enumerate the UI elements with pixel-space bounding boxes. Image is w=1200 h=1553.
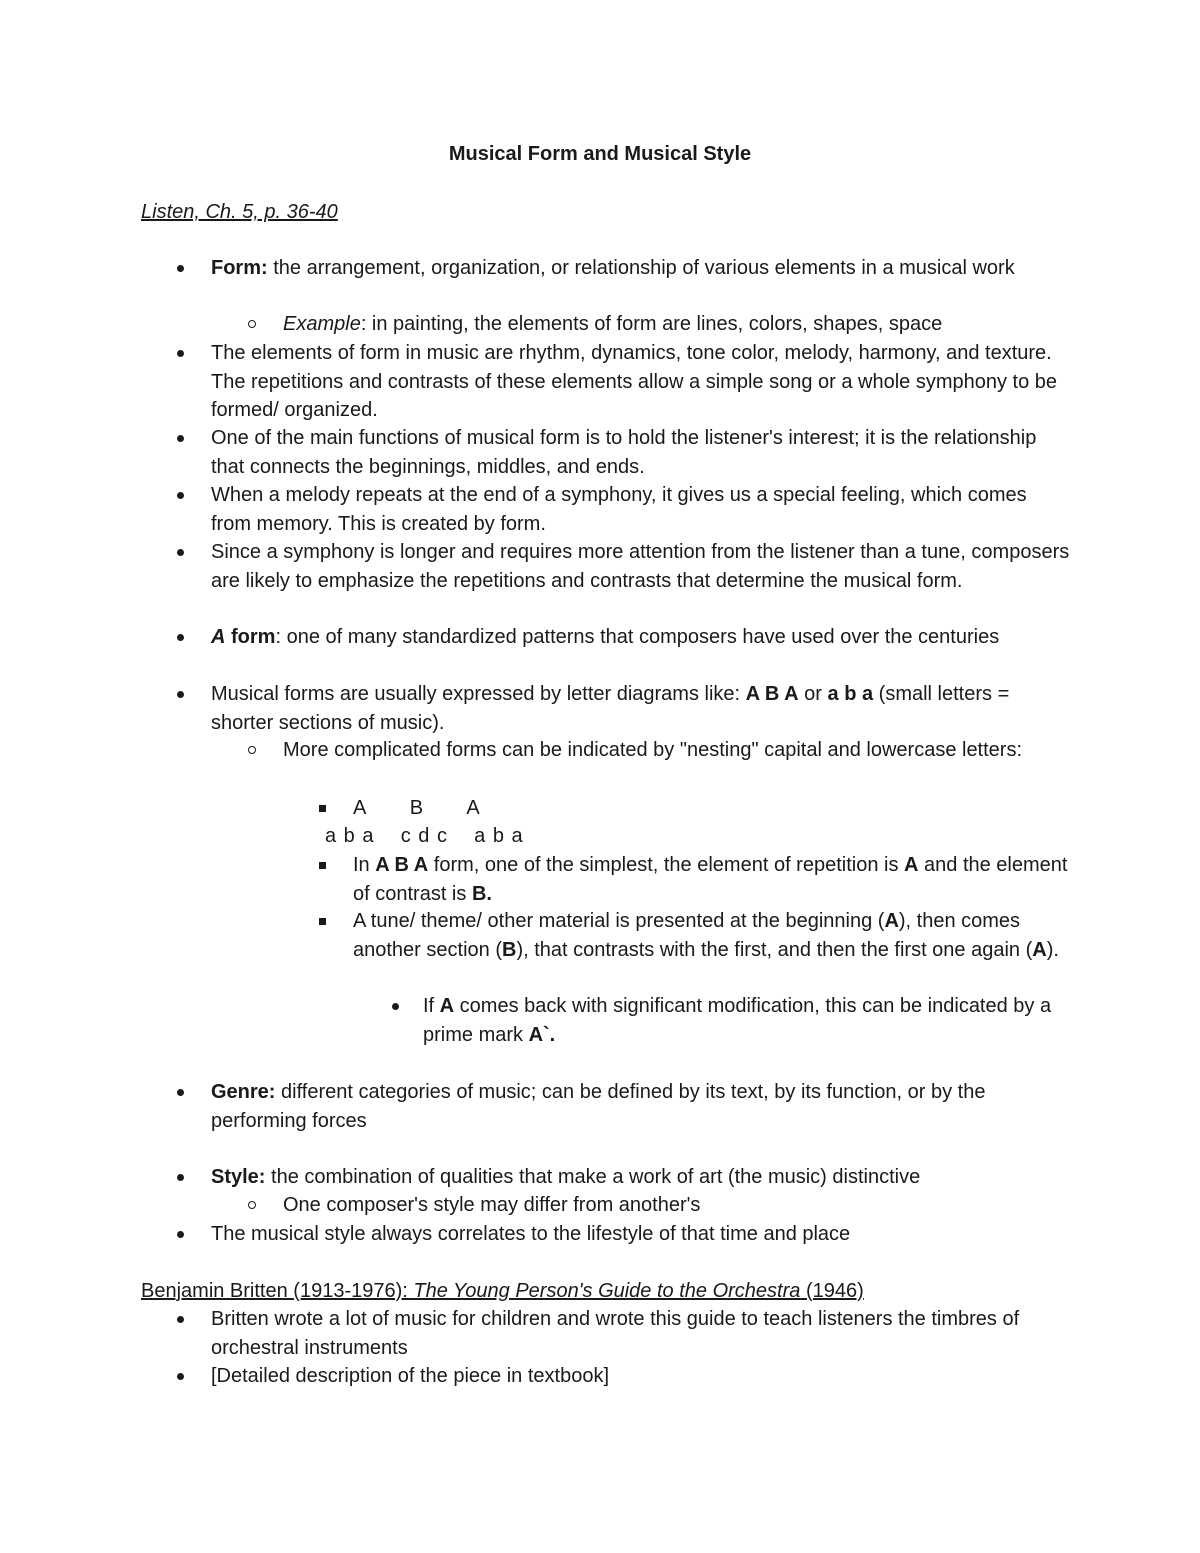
style-sub-text: One composer's style may differ from another's	[283, 1194, 701, 1216]
bullet-dot-icon	[176, 633, 186, 643]
britten-heading: Benjamin Britten (1913-1976): The Young Person's Guide to the Orchestra (1946)	[141, 1280, 864, 1302]
bullet-square-icon	[318, 861, 328, 871]
bullet-dot-icon	[176, 264, 186, 274]
lifestyle-text: The musical style always correlates to the lifestyle of that time and place	[211, 1223, 851, 1245]
prime-mark-text: If A comes back with significant modification, this can be indicated by a prime mark A`.	[423, 995, 1052, 1046]
britten-detail-text: [Detailed description of the piece in textbook]	[211, 1365, 610, 1387]
elements-text: The elements of form in music are rhythm, dynamics, tone color, melody, harmony, and texture. The repetitions and contrasts of these elements allow a simple song or a whole symphony to be formed/ organized.	[211, 342, 1058, 421]
bullet-dot-icon	[176, 349, 186, 359]
form-example: Example: in painting, the elements of form are lines, colors, shapes, space	[283, 313, 943, 335]
source-heading: Listen, Ch. 5, p. 36-40	[141, 201, 338, 223]
diagram-capitals: A B A	[353, 797, 480, 819]
bullet-ring-icon	[248, 1201, 258, 1211]
genre-definition: Genre: different categories of music; can be defined by its text, by its function, or by the performing forces	[211, 1081, 986, 1132]
style-definition: Style: the combination of qualities that make a work of art (the music) distinctive	[211, 1166, 921, 1188]
bullet-ring-icon	[248, 320, 258, 330]
bullet-dot-icon	[176, 1230, 186, 1240]
page-title: Musical Form and Musical Style	[448, 143, 752, 165]
bullet-ring-icon	[248, 746, 258, 756]
bullet-dot-icon	[176, 1372, 186, 1382]
nesting-text: More complicated forms can be indicated by "nesting" capital and lowercase letters:	[283, 739, 1023, 761]
bullet-dot-icon	[176, 690, 186, 700]
bullet-dot-icon	[176, 491, 186, 501]
letter-diagrams-text: Musical forms are usually expressed by letter diagrams like: A B A or a b a (small letters = shorter sections of music).	[211, 683, 1010, 734]
bullet-dot-icon	[176, 1088, 186, 1098]
bullet-dot-icon	[176, 434, 186, 444]
bullet-square-icon	[318, 804, 328, 814]
a-form-definition: A form: one of many standardized patterns that composers have used over the centuries	[211, 626, 1000, 648]
symphony-text: Since a symphony is longer and requires more attention from the listener than a tune, composers are likely to emphasize the repetitions and contrasts that determine the musical form.	[211, 541, 1070, 592]
bullet-dot-icon	[391, 1002, 401, 1012]
melody-text: When a melody repeats at the end of a symphony, it gives us a special feeling, which comes from memory. This is created by form.	[211, 484, 1027, 535]
bullet-square-icon	[318, 917, 328, 927]
britten-text: Britten wrote a lot of music for children and wrote this guide to teach listeners the timbres of orchestral instruments	[211, 1308, 1020, 1359]
form-definition: Form: the arrangement, organization, or relationship of various elements in a musical work	[211, 257, 1015, 279]
bullet-dot-icon	[176, 1315, 186, 1325]
bullet-dot-icon	[176, 548, 186, 558]
diagram-lowercase: a b a c d c a b a	[325, 825, 524, 847]
aba-repetition-text: In A B A form, one of the simplest, the element of repetition is A and the element of contrast is B.	[353, 854, 1068, 905]
aba-tune-text: A tune/ theme/ other material is presented at the beginning (A), then comes another section (B), that contrasts with the first, and then the first one again (A).	[353, 910, 1059, 961]
bullet-dot-icon	[176, 1173, 186, 1183]
functions-text: One of the main functions of musical form is to hold the listener's interest; it is the relationship that connects the beginnings, middles, and ends.	[211, 427, 1037, 478]
